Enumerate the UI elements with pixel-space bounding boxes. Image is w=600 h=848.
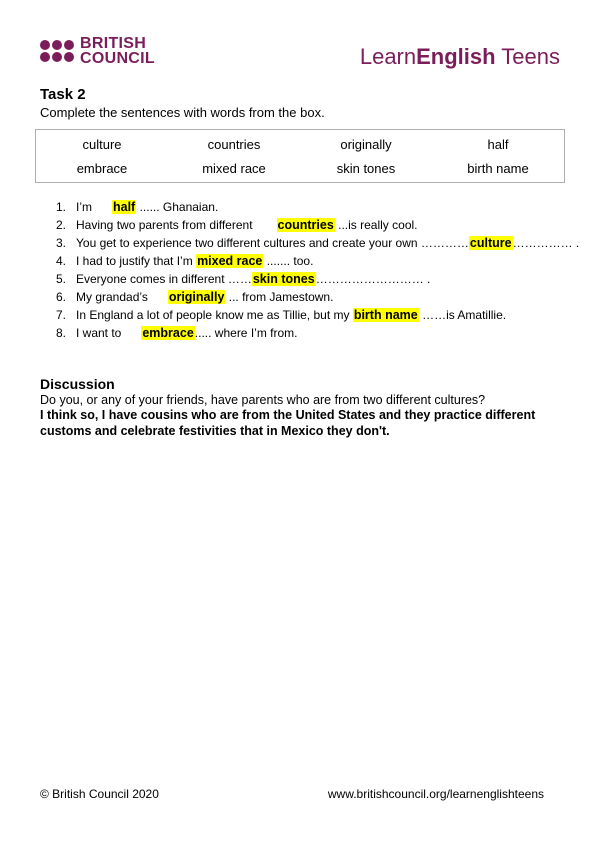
- task-instruction: Complete the sentences with words from the box.: [40, 105, 325, 120]
- site-name-end: Teens: [495, 44, 560, 69]
- word-box-item: culture: [82, 136, 122, 152]
- logo-line-2: COUNCIL: [80, 50, 155, 67]
- word-box-item: originally: [340, 136, 392, 152]
- sentence-number: 5.: [56, 272, 67, 286]
- sentence-text: ……is Amatillie.: [418, 308, 507, 322]
- sentence-number: 1.: [56, 200, 67, 214]
- sentence-text: In England a lot of people know me as Tillie, but my: [76, 308, 353, 322]
- answer-highlight: originally: [168, 290, 225, 304]
- sentence-text: ..... where I’m from.: [194, 326, 298, 340]
- sentence-text: ……………………… .: [315, 272, 431, 286]
- discussion-title: Discussion: [40, 376, 115, 392]
- sentence-text: ...... Ghanaian.: [136, 200, 219, 214]
- sentence-text: Having two parents from different: [76, 218, 253, 232]
- sentence-text: ...is really cool.: [334, 218, 418, 232]
- sentence-text: I’m: [76, 200, 92, 214]
- sentence-item: [56, 270, 576, 288]
- sentence-text: ... from Jamestown.: [225, 290, 334, 304]
- word-box-item: skin tones: [336, 160, 396, 176]
- site-name-plain: Learn: [359, 44, 417, 69]
- answer-highlight: mixed race: [197, 254, 263, 268]
- sentence-text: ....... too.: [263, 254, 314, 268]
- sentence-number: 4.: [56, 254, 67, 268]
- sentence-number: 8.: [56, 326, 67, 340]
- sentence-text: My grandad’s: [76, 290, 148, 304]
- sentence-number: 7.: [56, 308, 67, 322]
- sentence-item: [56, 288, 576, 306]
- sentence-text: You get to experience two different cultures and create your own …………: [76, 236, 469, 250]
- sentence-list: [56, 198, 580, 342]
- word-box-item: mixed race: [202, 160, 266, 176]
- sentence-number: 6.: [56, 290, 67, 304]
- task-title: Task 2: [40, 86, 86, 103]
- sentence-item: [56, 216, 576, 234]
- footer-copyright: © British Council 2020: [40, 787, 159, 801]
- logo-wordmark: [80, 36, 155, 66]
- word-box-item: countries: [207, 136, 261, 152]
- answer-highlight: skin tones: [252, 272, 315, 286]
- sentence-text: Everyone comes in different ……: [76, 272, 252, 286]
- sentence-item: [56, 252, 576, 270]
- word-box: [35, 129, 565, 183]
- discussion-question: Do you, or any of your friends, have parents who are from two different cultures?: [40, 393, 486, 407]
- sentence-text: …………… .: [512, 236, 580, 250]
- answer-highlight: birth name: [353, 308, 418, 322]
- answer-highlight: embrace: [142, 326, 194, 340]
- site-name-bold: English: [416, 44, 496, 69]
- answer-highlight: countries: [277, 218, 334, 232]
- logo-dots-icon: [40, 40, 74, 62]
- answer-highlight: half: [113, 200, 136, 214]
- discussion-answer: I think so, I have cousins who are from the United States and they practice different customs and celebrate festivities that in Mexico they don't.: [40, 408, 536, 438]
- word-box-item: embrace: [76, 160, 128, 176]
- sentence-item: [56, 324, 576, 342]
- word-box-item: half: [487, 136, 509, 152]
- sentence-text: I had to justify that I’m: [76, 254, 197, 268]
- sentence-item: [56, 306, 576, 324]
- sentence-number: 2.: [56, 218, 67, 232]
- word-box-item: birth name: [467, 160, 529, 176]
- answer-highlight: culture: [469, 236, 512, 250]
- learnenglish-teens-logo: [360, 44, 560, 70]
- sentence-number: 3.: [56, 236, 67, 250]
- sentence-item: [56, 198, 576, 216]
- logo-line-1: BRITISH: [80, 35, 147, 52]
- footer-url: www.britishcouncil.org/learnenglishteens: [327, 787, 544, 801]
- sentence-text: I want to: [76, 326, 122, 340]
- british-council-logo: [40, 36, 155, 66]
- sentence-item: [56, 234, 580, 252]
